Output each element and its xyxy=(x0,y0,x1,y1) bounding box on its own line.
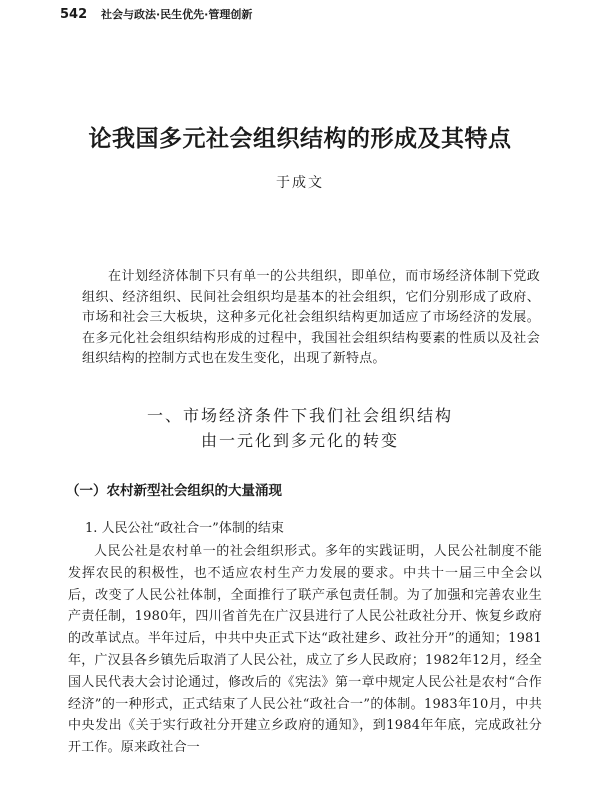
article-title: 论我国多元社会组织结构的形成及其特点 xyxy=(88,125,512,152)
subsection-heading: （一）农村新型社会组织的大量涌现 xyxy=(66,483,282,499)
section-heading-line-2: 由一元化到多元化的转变 xyxy=(200,431,399,450)
running-header xyxy=(60,6,540,23)
abstract-paragraph: 在计划经济体制下只有单一的公共组织，即单位，而市场经济体制下党政组织、经济组织、民间社会组织均是基本的社会组织，它们分别形成了政府、市场和社会三大板块，这种多元化社会组织结构更加适应了市场经济的发展。在多元化社会组织结构形成的过程中，我国社会组织结构要素的性质以及社会组织结构的控制方式也在发生变化，出现了新特点。 xyxy=(82,269,540,366)
section-heading xyxy=(0,403,600,453)
article-author: 于成文 xyxy=(276,175,324,191)
item-heading: 1. 人民公社“政社合一”体制的结束 xyxy=(85,521,284,536)
page-number: 542 xyxy=(60,7,88,22)
journal-section: 社会与政法·民生优先·管理创新 xyxy=(100,8,253,21)
section-heading-line-1: 一、市场经济条件下我们社会组织结构 xyxy=(146,406,453,425)
body-paragraph: 人民公社是农村单一的社会组织形式。多年的实践证明，人民公社制度不能发挥农民的积极性，也不适应农村生产力发展的要求。中共十一届三中全会以后，改变了人民公社体制，全面推行了联产承包责任制。为了加强和完善农业生产责任制，1980年，四川省首先在广汉县进行了人民公社政社分开、恢复乡政府的改革试点。半年过后，中共中央正式下达“政社建乡、政社分开”的通知；1981年，广汉县各乡镇先后取消了人民公社，成立了乡人民政府；1982年12月，经全国人民代表大会讨论通过，修改后的《宪法》第一章中规定人民公社是农村“合作经济”的一种形式，正式结束了人民公社“政社合一”的体制。1983年10月，中共中央发出《关于实行政社分开建立乡政府的通知》，到1984年年底，完成政社分开工作。原来政社合一 xyxy=(68,544,542,756)
